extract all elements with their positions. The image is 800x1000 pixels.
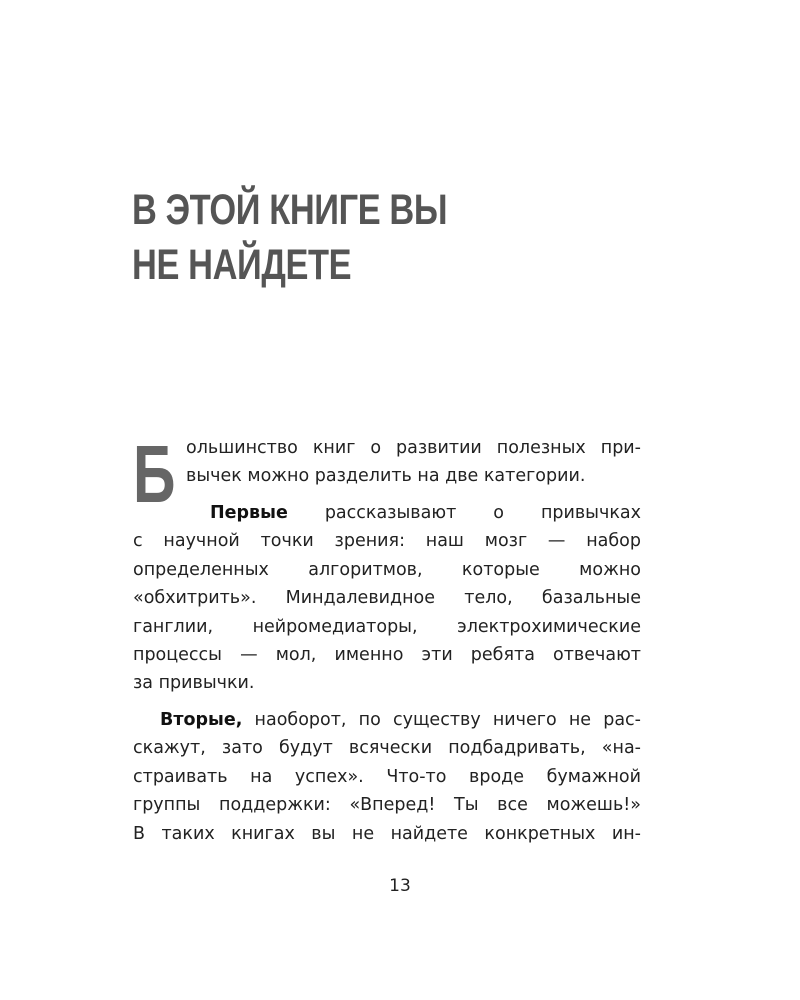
paragraph-line (133, 706, 641, 734)
paragraph-line: процессы — мол, именно эти ребята отвечают (133, 644, 641, 665)
second-category-term: Вторые, (160, 710, 243, 730)
paragraph-line: вычек можно разделить на две категории. (186, 466, 586, 487)
paragraph-line (133, 499, 641, 527)
chapter-title-line-1: В ЭТОЙ КНИГЕ ВЫ (132, 186, 448, 234)
paragraph-first-category (133, 499, 641, 698)
paragraph-line: за привычки. (133, 673, 255, 694)
paragraph-line: «обхитрить». Миндалевидное тело, базальные (133, 588, 641, 609)
paragraph-line: ольшинство книг о развитии полезных при- (186, 438, 641, 458)
paragraph-line: определенных алгоритмов, которые можно (133, 559, 641, 580)
paragraph-intro (133, 434, 641, 491)
paragraph-line: группы поддержки: «Вперед! Ты все можешь!» (133, 795, 641, 816)
paragraph-line: В таких книгах вы не найдете конкретных ин- (133, 823, 641, 844)
paragraph-line-rest: наоборот, по существу ничего не рас- (254, 710, 641, 730)
drop-cap-letter: Б (133, 429, 176, 520)
paragraph-second-category (133, 706, 641, 848)
page-number: 13 (389, 876, 411, 896)
chapter-title-line-2: НЕ НАЙДЕТЕ (132, 241, 352, 289)
first-category-term: Первые (210, 503, 288, 523)
paragraph-line: скажут, зато будут всячески подбадривать, «на- (133, 738, 641, 759)
chapter-title (132, 183, 447, 293)
paragraph-line: страивать на успех». Что-то вроде бумажной (133, 766, 641, 787)
paragraph-line-rest: рассказывают о привычках (324, 503, 641, 523)
paragraph-line: ганглии, нейромедиаторы, электрохимические (133, 616, 641, 637)
paragraph-line: с научной точки зрения: наш мозг — набор (133, 531, 641, 552)
